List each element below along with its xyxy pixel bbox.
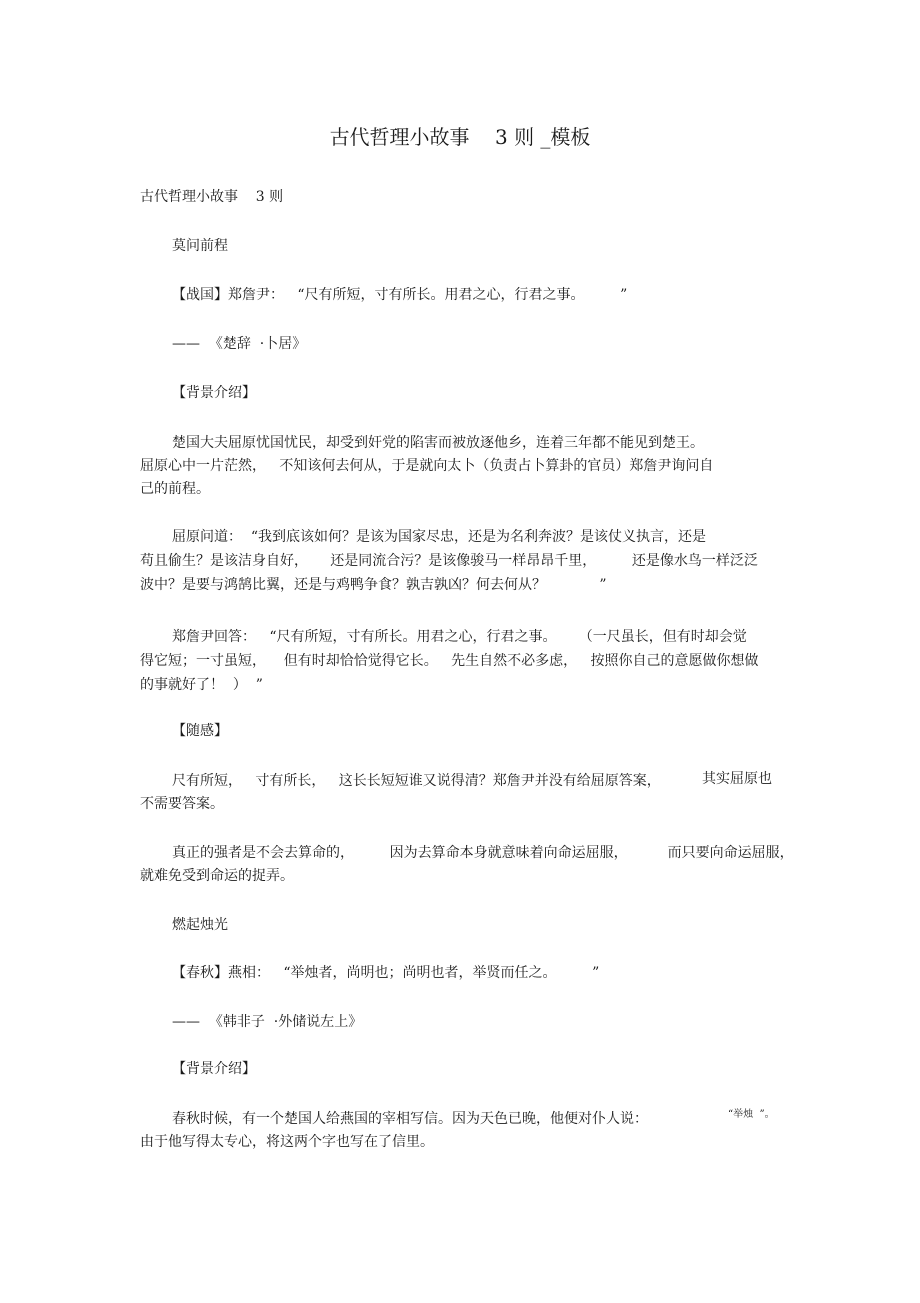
source-2: —— 《韩非子 ·外储说左上》 [172,1014,363,1030]
reflection-heading: 【随感】 [172,723,228,739]
section-heading-2: 燃起烛光 [172,917,228,933]
paragraph-line: 由于他写得太专心，将这两个字也写在了信里。 [140,1134,434,1150]
paragraph-line: 波中？是要与鸿鹄比翼，还是与鸡鸭争食？孰吉孰凶？何去何从？ ” [140,577,607,593]
document-title: 古代哲理小故事 3 则 _模板 [329,125,591,149]
paragraph-line: 己的前程。 [140,481,210,497]
paragraph-line: 就难免受到命运的捉弄。 [140,868,294,884]
paragraph-line: “举烛 ”。 [728,1109,775,1120]
quote-2: 【春秋】燕相： “举烛者，尚明也；尚明也者，举贤而任之。 ” [172,965,600,981]
paragraph-line: 屈原心中一片茫然， 不知该何去何从，于是就向太卜（负责占卜算卦的官员）郑詹尹询问自 [140,458,714,474]
paragraph-line: 苟且偷生？是该洁身自好， 还是同流合污？是该像骏马一样昂昂千里， 还是像水鸟一样泛泛 [140,553,758,569]
paragraph-line: 尺有所短， 寸有所长， 这长长短短谁又说得清？郑詹尹并没有给屈原答案， [172,773,661,789]
paragraph-line: 不需要答案。 [140,796,224,812]
section-heading-1: 莫问前程 [172,238,228,254]
quote-1: 【战国】郑詹尹： “尺有所短，寸有所长。用君之心，行君之事。 ” [172,287,628,303]
paragraph-line: 的事就好了！ ） ” [140,677,263,693]
paragraph-line: 真正的强者是不会去算命的， 因为去算命本身就意味着向命运屈服， 而只要向命运屈服， [172,845,794,861]
background-heading-2: 【背景介绍】 [172,1061,256,1077]
paragraph-line: 屈原问道： “我到底该如何？是该为国家尽忠，还是为名利奔波？是该仗义执言，还是 [172,529,707,545]
source-1: —— 《楚辞 ·卜居》 [172,336,307,352]
background-heading-1: 【背景介绍】 [172,385,256,401]
document-subtitle: 古代哲理小故事 3 则 [140,189,284,205]
paragraph-line: 楚国大夫屈原忧国忧民，却受到奸党的陷害而被放逐他乡，连着三年都不能见到楚王。 [172,435,704,451]
paragraph-line: 其实屈原也 [702,771,772,787]
paragraph-line: 得它短；一寸虽短， 但有时却恰恰觉得它长。 先生自然不必多虑， 按照你自己的意愿做你想做 [140,653,759,669]
paragraph-line: 郑詹尹回答： “尺有所短，寸有所长。用君之心，行君之事。 （一尺虽长，但有时却会觉 [172,629,747,645]
paragraph-line: 春秋时候，有一个楚国人给燕国的宰相写信。因为天色已晚，他便对仆人说： [172,1111,648,1127]
